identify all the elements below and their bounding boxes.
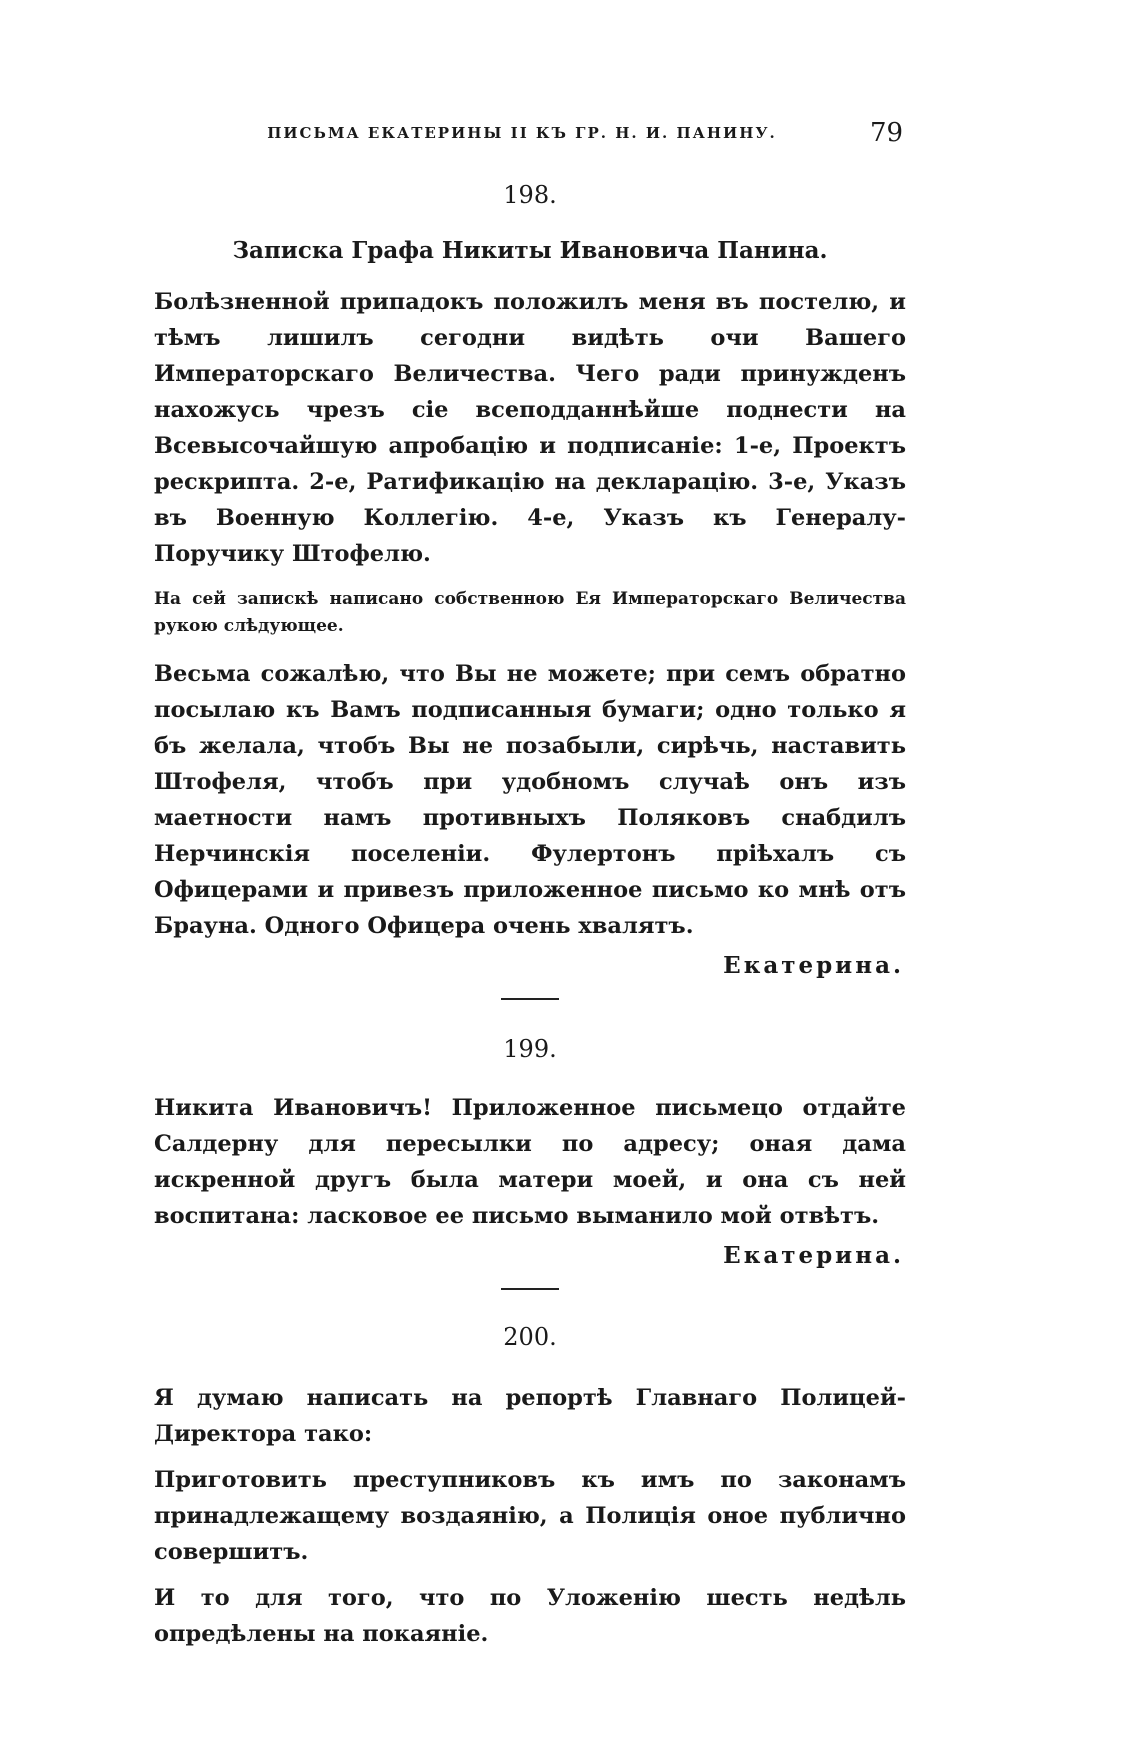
running-title: ПИСЬМА ЕКАТЕРИНЫ II КЪ ГР. Н. И. ПАНИНУ. (267, 124, 777, 142)
letter-198-number: 198. (503, 181, 557, 209)
letter-198-reply: Весьма сожалѣю, что Вы не можете; при семъ обратно посылаю къ Вамъ подписанныя бумаги; одно только я бъ желала, чтобъ Вы не позабыли, сирѣчь, наставить Штофеля, чтобъ при удобномъ случаѣ онъ изъ маетности намъ противныхъ Поляковъ снабдилъ Нерчинскія поселеніи. Фулертонъ пріѣхалъ съ Офицерами и привезъ приложенное письмо ко мнѣ отъ Брауна. Одного Офицера очень хвалятъ. (154, 661, 906, 939)
letter-200-number: 200. (503, 1323, 557, 1351)
letter-199-number: 199. (503, 1035, 557, 1063)
letter-200-paragraph-1: Я думаю написать на репортѣ Главнаго Полицей-Директора тако: (154, 1385, 906, 1447)
letter-199-body: Никита Ивановичъ! Приложенное письмецо отдайте Салдерну для пересылки по адресу; оная дама искренной другъ была матери моей, и она съ ней воспитана: ласковое ее письмо выманило мой отвѣтъ. (154, 1095, 906, 1229)
page-content (154, 178, 906, 1652)
letter-200-paragraph-3: И то для того, что по Уложенію шесть недѣль опредѣлены на покаяніе. (154, 1585, 906, 1647)
page-number: 79 (870, 118, 904, 148)
section-divider (501, 1288, 559, 1290)
letter-200-paragraph-2: Приготовить преступниковъ къ имъ по законамъ принадлежащему воздаянію, а Полиція оное публично совершитъ. (154, 1467, 906, 1565)
letter-198-body: Болѣзненной припадокъ положилъ меня въ постелю, и тѣмъ лишилъ сегодни видѣть очи Вашего Императорскаго Величества. Чего ради принужденъ нахожусь чрезъ сіе всеподданнѣйше поднести на Всевысочайшую апробацію и подписаніе: 1-е, Проектъ рескрипта. 2-е, Ратификацію на декларацію. 3-е, Указъ въ Военную Коллегію. 4-е, Указъ къ Генералу-Поручику Штофелю. (154, 289, 906, 567)
letter-199-signature: Екатерина. (723, 1242, 904, 1269)
letter-198-note: На сей запискѣ написано собственною Ея Императорскаго Величества рукою слѣдующее. (154, 589, 906, 636)
letter-198-signature: Екатерина. (723, 952, 904, 979)
letter-198-title: Записка Графа Никиты Ивановича Панина. (232, 237, 828, 264)
section-divider (501, 998, 559, 1000)
